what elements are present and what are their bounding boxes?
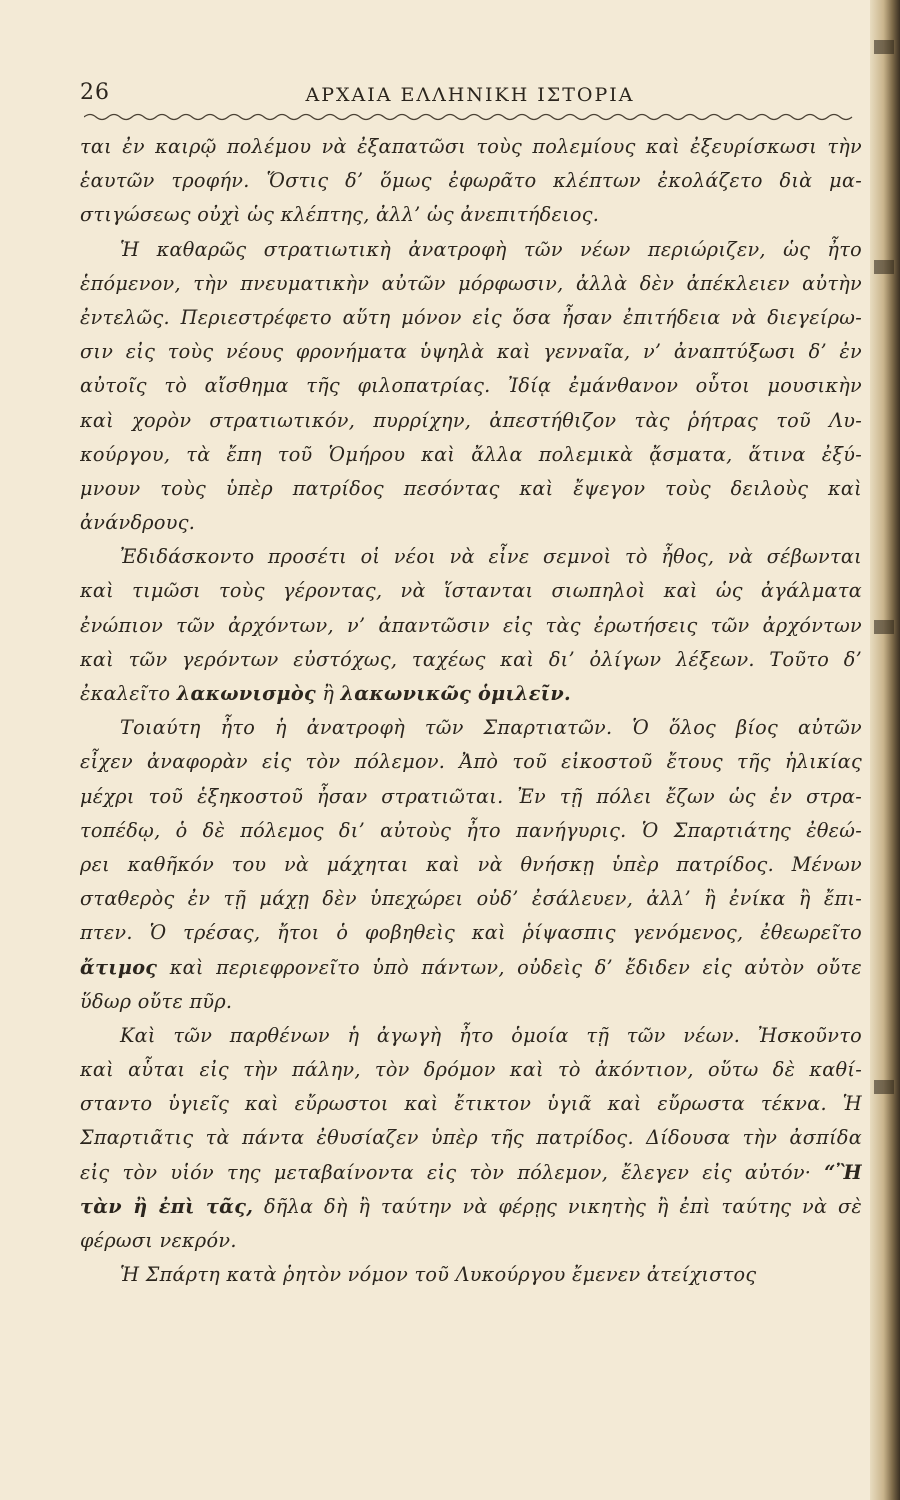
running-title: ΑΡΧΑΙΑ ΕΛΛΗΝΙΚΗ ΙΣΤΟΡΙΑ bbox=[305, 84, 635, 106]
page-edge-mark bbox=[874, 260, 894, 274]
text-line: σταθερὸς ἐν τῇ μάχῃ δὲν ὑπεχώρει οὐδ’ ἐσάλευεν, ἀλλ’ ἢ ἐνίκα ἢ ἔπι- bbox=[80, 887, 862, 911]
text-line: Ἐδιδάσκοντο προσέτι οἱ νέοι νὰ εἶνε σεμνοὶ τὸ ἦθος, νὰ σέβωνται bbox=[120, 545, 862, 569]
text-line: στιγώσεως οὐχὶ ὡς κλέπτης, ἀλλ’ ὡς ἀνεπιτήδειος. bbox=[80, 203, 600, 227]
text-line: ἐντελῶς. Περιεστρέφετο αὕτη μόνον εἰς ὅσα ἦσαν ἐπιτήδεια νὰ διεγείρω- bbox=[80, 305, 862, 329]
text-line: Καὶ τῶν παρθένων ἡ ἀγωγὴ ἦτο ὁμοία τῇ τῶν νέων. Ἠσκοῦντο bbox=[120, 1023, 862, 1047]
text-line: καὶ τῶν γερόντων εὐστόχως, ταχέως καὶ δι’ ὀλίγων λέξεων. Τοῦτο δ’ bbox=[80, 647, 862, 671]
text-line bbox=[80, 1156, 862, 1190]
text-line bbox=[80, 1190, 862, 1224]
text-line: μνουν τοὺς ὑπὲρ πατρίδος πεσόντας καὶ ἔψεγον τοὺς δειλοὺς καὶ bbox=[80, 476, 862, 500]
text-line: ἐνώπιον τῶν ἀρχόντων, ν’ ἀπαντῶσιν εἰς τὰς ἐρωτήσεις τῶν ἀρχόντων bbox=[80, 613, 862, 637]
text-line bbox=[80, 951, 862, 985]
page-edge-mark bbox=[874, 620, 894, 634]
text-segment: δῆλα δὴ ἢ ταύτην νὰ φέρῃς νικητὴς ἢ ἐπὶ ταύτης νὰ σὲ bbox=[263, 1194, 862, 1218]
page-header bbox=[80, 80, 860, 112]
bold-term: λακωνικῶς ὁμιλεῖν. bbox=[340, 682, 571, 705]
text-line: ρει καθῆκόν του νὰ μάχηται καὶ νὰ θνήσκῃ ὑπὲρ πατρίδος. Μένων bbox=[80, 852, 862, 876]
text-line: ἑαυτῶν τροφήν. Ὅστις δ’ ὅμως ἐφωρᾶτο κλέπτων ἐκολάζετο διὰ μα- bbox=[80, 169, 862, 193]
text-line: σταντο ὑγιεῖς καὶ εὔρωστοι καὶ ἔτικτον ὑγιᾶ καὶ εὔρωστα τέκνα. Ἡ bbox=[80, 1092, 862, 1116]
text-line: ται ἐν καιρῷ πολέμου νὰ ἐξαπατῶσι τοὺς πολεμίους καὶ ἐξευρίσκωσι τὴν bbox=[80, 135, 862, 158]
text-segment: ἢ bbox=[322, 682, 335, 705]
bold-term: ἄτιμος bbox=[80, 955, 158, 979]
text-line: ἀνάνδρους. bbox=[80, 511, 196, 535]
text-line: Σπαρτιᾶτις τὰ πάντα ἐθυσίαζεν ὑπὲρ τῆς πατρίδος. Δίδουσα τὴν ἀσπίδα bbox=[80, 1126, 862, 1150]
text-segment: καὶ περιεφρονεῖτο ὑπὸ πάντων, οὐδεὶς δ’ ἔδιδεν εἰς αὐτὸν οὔτε bbox=[169, 955, 862, 979]
page-edge bbox=[870, 0, 900, 1500]
text-line: εἶχεν ἀναφορὰν εἰς τὸν πόλεμον. Ἀπὸ τοῦ εἰκοστοῦ ἔτους τῆς ἡλικίας bbox=[80, 750, 862, 774]
text-line bbox=[80, 677, 862, 711]
text-line: μέχρι τοῦ ἑξηκοστοῦ ἦσαν στρατιῶται. Ἐν τῇ πόλει ἔζων ὡς ἐν στρα- bbox=[80, 784, 862, 808]
text-line: τοπέδῳ, ὁ δὲ πόλεμος δι’ αὐτοὺς ἦτο πανήγυρις. Ὁ Σπαρτιάτης ἐθεώ- bbox=[80, 818, 862, 842]
text-line: Ἡ καθαρῶς στρατιωτικὴ ἀνατροφὴ τῶν νέων περιώριζεν, ὡς ἦτο bbox=[120, 237, 862, 261]
body-text bbox=[80, 130, 862, 1292]
text-segment: ἐκαλεῖτο bbox=[80, 682, 171, 705]
wavy-rule bbox=[84, 112, 860, 124]
text-line: σιν εἰς τοὺς νέους φρονήματα ὑψηλὰ καὶ γενναῖα, ν’ ἀναπτύξωσι δ’ ἐν bbox=[80, 340, 862, 364]
bold-term: “Ἢ bbox=[824, 1160, 862, 1184]
bold-term: τὰν ἢ ἐπὶ τᾶς, bbox=[80, 1194, 254, 1218]
text-line: Τοιαύτη ἦτο ἡ ἀνατροφὴ τῶν Σπαρτιατῶν. Ὁ ὅλος βίος αὐτῶν bbox=[120, 716, 862, 740]
text-line: αὐτοῖς τὸ αἴσθημα τῆς φιλοπατρίας. Ἰδίᾳ ἐμάνθανον οὗτοι μουσικὴν bbox=[80, 374, 862, 398]
bold-term: λακωνισμὸς bbox=[176, 682, 316, 705]
page-edge-mark bbox=[874, 1080, 894, 1094]
text-line: φέρωσι νεκρόν. bbox=[80, 1229, 237, 1252]
text-line: ὕδωρ οὔτε πῦρ. bbox=[80, 989, 233, 1013]
text-line: καὶ χορὸν στρατιωτικόν, πυρρίχην, ἀπεστήθιζον τὰς ῥήτρας τοῦ Λυ- bbox=[80, 408, 862, 432]
page-number: 26 bbox=[80, 80, 110, 105]
text-line: ἑπόμενον, τὴν πνευματικὴν αὐτῶν μόρφωσιν, ἀλλὰ δὲν ἀπέκλειεν αὐτὴν bbox=[80, 271, 862, 295]
text-line: καὶ τιμῶσι τοὺς γέροντας, νὰ ἵστανται σιωπηλοὶ καὶ ὡς ἀγάλματα bbox=[80, 579, 862, 603]
text-line: πτεν. Ὁ τρέσας, ἤτοι ὁ φοβηθεὶς καὶ ῥίψασπις γενόμενος, ἐθεωρεῖτο bbox=[80, 921, 862, 945]
page-edge-mark bbox=[874, 40, 894, 54]
text-line: καὶ αὗται εἰς τὴν πάλην, τὸν δρόμον καὶ τὸ ἀκόντιον, οὕτω δὲ καθί- bbox=[80, 1058, 862, 1082]
text-line: Ἡ Σπάρτη κατὰ ῥητὸν νόμον τοῦ Λυκούργου ἔμενεν ἀτείχιστος bbox=[120, 1263, 757, 1287]
text-line: κούργου, τὰ ἔπη τοῦ Ὁμήρου καὶ ἄλλα πολεμικὰ ᾄσματα, ἅτινα ἐξύ- bbox=[80, 442, 862, 466]
text-segment: εἰς τὸν υἱόν της μεταβαίνοντα εἰς τὸν πόλεμον, ἔλεγεν εἰς αὐτόν· bbox=[80, 1160, 812, 1184]
